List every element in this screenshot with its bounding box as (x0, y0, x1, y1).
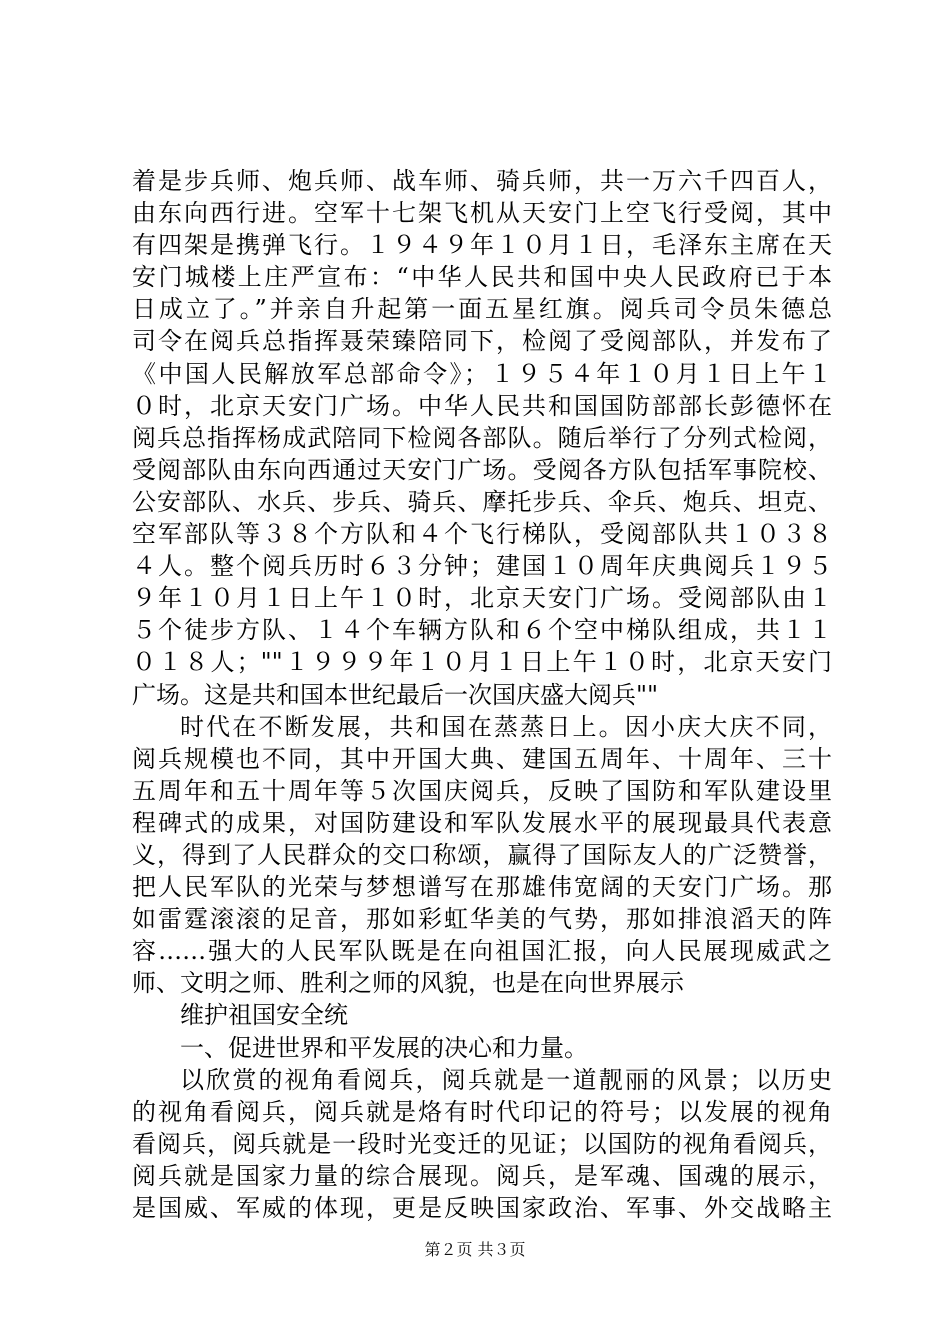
text-line: 一、促进世界和平发展的决心和力量。 (180, 1033, 588, 1062)
text-line: 公安部队、水兵、步兵、骑兵、摩托步兵、伞兵、炮兵、坦克、 (132, 487, 832, 516)
text-line: 如雷霆滚滚的足音，那如彩虹华美的气势，那如排浪滔天的阵 (132, 905, 832, 934)
body-text (132, 165, 832, 1224)
text-line: 阅兵就是国家力量的综合展现。阅兵，是军魂、国魂的展示， (132, 1161, 832, 1190)
text-line: ０１８人；""１９９９年１０月１日上午１０时，北京天安门 (132, 648, 832, 677)
text-line: 由东向西行进。空军十七架飞机从天安门上空飞行受阅，其中 (132, 199, 832, 228)
text-line: 看阅兵，阅兵就是一段时光变迁的见证；以国防的视角看阅兵， (132, 1129, 832, 1158)
text-line: ４人。整个阅兵历时６３分钟；建国１０周年庆典阅兵１９５ (132, 552, 832, 581)
text-line: 义，得到了人民群众的交口称颂，赢得了国际友人的广泛赞誉， (132, 840, 832, 869)
text-line: 《中国人民解放军总部命令》；１９５４年１０月１日上午１ (132, 359, 832, 388)
text-line: 安门城楼上庄严宣布：“中华人民共和国中央人民政府已于本 (132, 263, 832, 292)
text-line: 维护祖国安全统 (180, 1001, 348, 1030)
page-footer: 第２页 共３页 (424, 1240, 526, 1259)
text-line: 五周年和五十周年等５次国庆阅兵，反映了国防和军队建设里 (132, 776, 832, 805)
text-line: ０时，北京天安门广场。中华人民共和国国防部部长彭德怀在 (132, 391, 832, 420)
text-line: 程碑式的成果，对国防建设和军队发展水平的展现最具代表意 (132, 808, 832, 837)
text-line: 以欣赏的视角看阅兵，阅兵就是一道靓丽的风景；以历史 (180, 1065, 832, 1094)
text-line: ９年１０月１日上午１０时，北京天安门广场。受阅部队由１ (132, 584, 832, 613)
text-line: 受阅部队由东向西通过天安门广场。受阅各方队包括军事院校、 (132, 455, 832, 484)
text-line: ５个徒步方队、１４个车辆方队和６个空中梯队组成，共１１ (132, 616, 832, 645)
text-line: 广场。这是共和国本世纪最后一次国庆盛大阅兵"" (132, 680, 659, 709)
text-line: 的视角看阅兵，阅兵就是烙有时代印记的符号；以发展的视角 (132, 1097, 832, 1126)
text-line: 空军部队等３８个方队和４个飞行梯队，受阅部队共１０３８ (132, 520, 832, 549)
text-line: 师、文明之师、胜利之师的风貌，也是在向世界展示 (132, 969, 684, 998)
text-line: 阅兵总指挥杨成武陪同下检阅各部队。随后举行了分列式检阅， (132, 423, 832, 452)
text-line: 司令在阅兵总指挥聂荣臻陪同下，检阅了受阅部队，并发布了 (132, 327, 832, 356)
text-line: 阅兵规模也不同，其中开国大典、建国五周年、十周年、三十 (132, 744, 832, 773)
text-line: 是国威、军威的体现，更是反映国家政治、军事、外交战略主 (132, 1194, 832, 1222)
text-line: 时代在不断发展，共和国在蒸蒸日上。因小庆大庆不同， (180, 712, 832, 741)
text-line: 把人民军队的光荣与梦想谱写在那雄伟宽阔的天安门广场。那 (132, 873, 832, 902)
text-line: 有四架是携弹飞行。１９４９年１０月１日，毛泽东主席在天 (132, 231, 832, 260)
text-line: 着是步兵师、炮兵师、战车师、骑兵师，共一万六千四百人， (132, 167, 832, 195)
text-line: 容……强大的人民军队既是在向祖国汇报，向人民展现威武之 (132, 937, 832, 966)
text-line: 日成立了。”并亲自升起第一面五星红旗。阅兵司令员朱德总 (132, 295, 832, 324)
